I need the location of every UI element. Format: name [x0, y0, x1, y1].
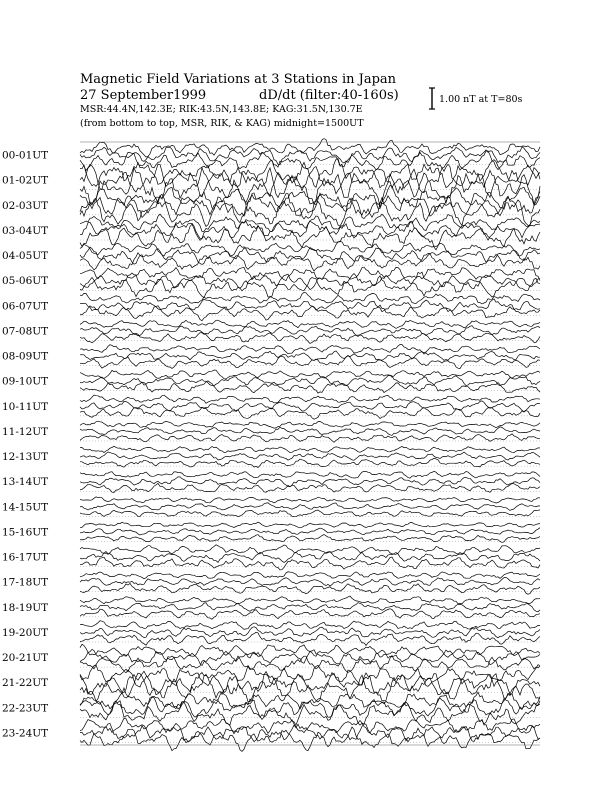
trace-msr	[80, 535, 540, 543]
row-label: 14-15UT	[2, 501, 49, 514]
trace-rik	[80, 299, 540, 312]
row-label: 21-22UT	[2, 677, 49, 690]
trace-msr	[80, 656, 540, 673]
trace-rik	[80, 164, 540, 197]
trace-kag	[80, 446, 540, 452]
trace-msr	[80, 333, 540, 344]
trace-msr	[80, 510, 540, 517]
row-label: 16-17UT	[2, 551, 49, 564]
trace-kag	[80, 545, 540, 555]
trace-rik	[80, 192, 540, 219]
row-label: 07-08UT	[2, 325, 49, 338]
trace-rik	[80, 477, 540, 487]
trace-rik	[80, 452, 540, 460]
trace-msr	[80, 253, 540, 271]
trace-kag	[80, 497, 540, 503]
trace-msr	[80, 305, 540, 321]
trace-msr	[80, 632, 540, 645]
scale-label: 1.00 nT at T=80s	[439, 94, 523, 105]
row-label: 02-03UT	[2, 199, 49, 212]
row-label: 09-10UT	[2, 375, 49, 388]
trace-kag	[80, 370, 540, 379]
component-filter: dD/dt (filter:40-160s)	[259, 88, 399, 103]
trace-kag	[80, 421, 540, 428]
trace-kag	[80, 665, 540, 687]
trace-rik	[80, 375, 540, 385]
trace-msr	[80, 583, 540, 594]
trace-rik	[80, 272, 540, 291]
trace-rik	[80, 503, 540, 511]
row-label: 19-20UT	[2, 626, 49, 639]
trace-rik	[80, 147, 540, 165]
trace-kag	[80, 621, 540, 630]
chart-title: Magnetic Field Variations at 3 Stations in Japan	[80, 72, 397, 87]
trace-rik	[80, 603, 540, 612]
trace-rik	[80, 552, 540, 563]
row-label: 05-06UT	[2, 275, 49, 288]
row-label: 10-11UT	[2, 400, 49, 413]
row-label: 08-09UT	[2, 350, 49, 363]
row-label: 18-19UT	[2, 601, 49, 614]
trace-kag	[80, 522, 540, 528]
row-label: 20-21UT	[2, 652, 49, 665]
row-label: 12-13UT	[2, 451, 49, 464]
trace-rik	[80, 401, 540, 412]
trace-msr	[80, 609, 540, 620]
row-label: 03-04UT	[2, 224, 49, 237]
trace-rik	[80, 351, 540, 361]
chart-date: 27 September1999	[80, 88, 207, 103]
trace-msr	[80, 701, 540, 725]
trace-kag	[80, 320, 540, 328]
trace-rik	[80, 649, 540, 665]
row-label: 22-23UT	[2, 702, 49, 715]
row-label: 01-02UT	[2, 174, 49, 187]
trace-kag	[80, 596, 540, 604]
trace-msr	[80, 557, 540, 570]
row-label: 13-14UT	[2, 476, 49, 489]
row-label: 11-12UT	[2, 425, 49, 438]
trace-msr	[80, 408, 540, 420]
trace-rik	[80, 427, 540, 436]
trace-kag	[80, 572, 540, 579]
trace-kag	[80, 395, 540, 403]
trace-msr	[80, 673, 540, 702]
row-label: 23-24UT	[2, 727, 49, 740]
station-list: MSR:44.4N,142.3E; RIK:43.5N,143.8E; KAG:31.5N,130.7E	[80, 104, 363, 115]
trace-kag	[80, 471, 540, 478]
trace-kag	[80, 292, 540, 304]
row-label: 00-01UT	[2, 149, 49, 162]
station-order-note: (from bottom to top, MSR, RIK, & KAG) midnight=1500UT	[80, 118, 364, 129]
trace-kag	[80, 644, 540, 657]
row-label: 17-18UT	[2, 576, 49, 589]
trace-rik	[80, 326, 540, 337]
trace-rik	[80, 578, 540, 586]
row-label: 15-16UT	[2, 526, 49, 539]
row-label: 06-07UT	[2, 300, 49, 313]
trace-rik	[80, 528, 540, 535]
trace-kag	[80, 345, 540, 354]
row-label: 04-05UT	[2, 250, 49, 263]
trace-msr	[80, 483, 540, 492]
trace-kag	[80, 718, 540, 733]
trace-kag	[80, 267, 540, 281]
